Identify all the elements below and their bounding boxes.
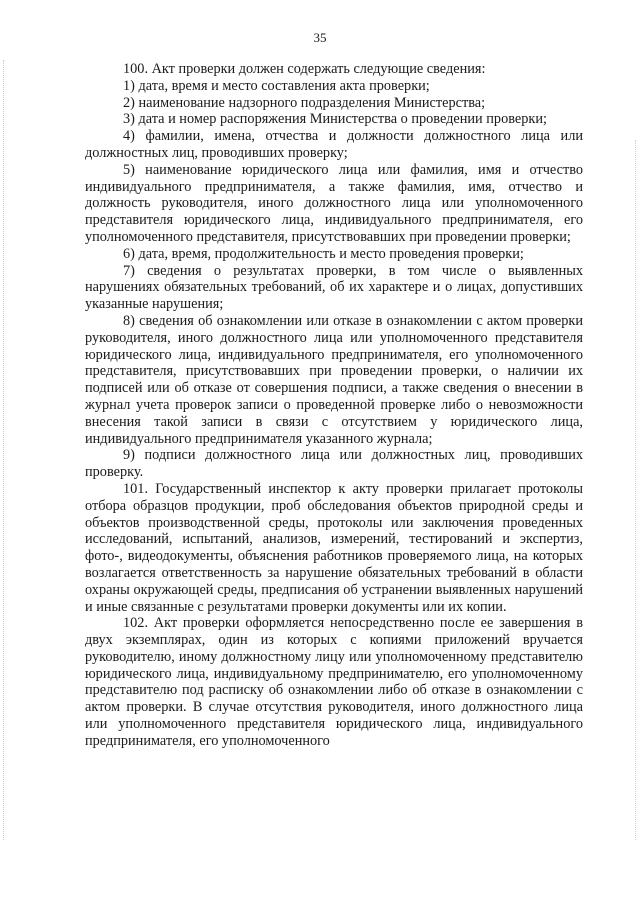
scan-edge-left bbox=[3, 60, 6, 840]
page-number: 35 bbox=[313, 30, 327, 45]
list-item-4: 4) фамилии, имена, отчества и должности должностного лица или должностных лиц, проводивших проверку; bbox=[85, 128, 583, 161]
list-item-5: 5) наименование юридического лица или фамилия, имя и отчество индивидуального предпринимателя, а также фамилия, имя, отчество и должность руководителя, иного должностного лица или уполномоченного представителя юридического лица, индивидуального предпринимателя, его уполномоченного представителя, присутствовавших при проведении проверки; bbox=[85, 161, 583, 245]
list-item-2: 2) наименование надзорного подразделения Министерства; bbox=[123, 94, 486, 111]
list-item-9: 9) подписи должностного лица или должностных лиц, проводивших проверку. bbox=[85, 447, 583, 481]
list-item-6: 6) дата, время, продолжительность и место проведения проверки; bbox=[123, 245, 524, 262]
document-body bbox=[85, 61, 583, 750]
list-item-8: 8) сведения об ознакомлении или отказе в ознакомлении с актом проверки руководителя, иного должностного лица или уполномоченного представителя юридического лица, индивидуального предпринимателя, его уполномоченного представителя, присутствовавших при проведении проверки, о наличии их подписей или об отказе от совершения подписи, а также сведения о внесении в журнал учета проверок записи о проведенной проверке либо о невозможности внесения такой записи в связи с отсутствием у юридического лица, индивидуального предпринимателя указанного журнала; bbox=[85, 312, 583, 447]
paragraph-102: 102. Акт проверки оформляется непосредственно после ее завершения в двух экземплярах, один из которых с копиями приложений вручается руководителю, иному должностному лицу или уполномоченному представителю юридического лица, индивидуальному предпринимателю, его уполномоченному представителю под расписку об ознакомлении либо об отказе в ознакомлении с актом проверки. В случае отсутствия руководителя, иного должностного лица или уполномоченного представителя юридического лица, индивидуального предпринимателя, его уполномоченного bbox=[85, 615, 583, 749]
paragraph-101: 101. Государственный инспектор к акту проверки прилагает протоколы отбора образцов продукции, проб обследования объектов природной среды и объектов производственной среды, протоколы или заключения проведенных исследований, испытаний, анализов, измерений, тестирований и экспертиз, фото-, видеодокументы, объяснения работников проверяемого лица, на которых возлагается ответственность за нарушение обязательных требований в области охраны окружающей среды, предписания об устранении выявленных нарушений и иные связанные с результатами проверки документы или их копии. bbox=[85, 480, 583, 615]
scan-edge-right bbox=[633, 140, 636, 840]
paragraph-100: 100. Акт проверки должен содержать следующие сведения: bbox=[123, 61, 486, 77]
list-item-7: 7) сведения о результатах проверки, в том числе о выявленных нарушениях обязательных требований, об их характере и о лицах, допустивших указанные нарушения; bbox=[85, 262, 583, 313]
list-item-1: 1) дата, время и место составления акта проверки; bbox=[123, 77, 430, 94]
list-item-3: 3) дата и номер распоряжения Министерства о проведении проверки; bbox=[123, 111, 547, 128]
